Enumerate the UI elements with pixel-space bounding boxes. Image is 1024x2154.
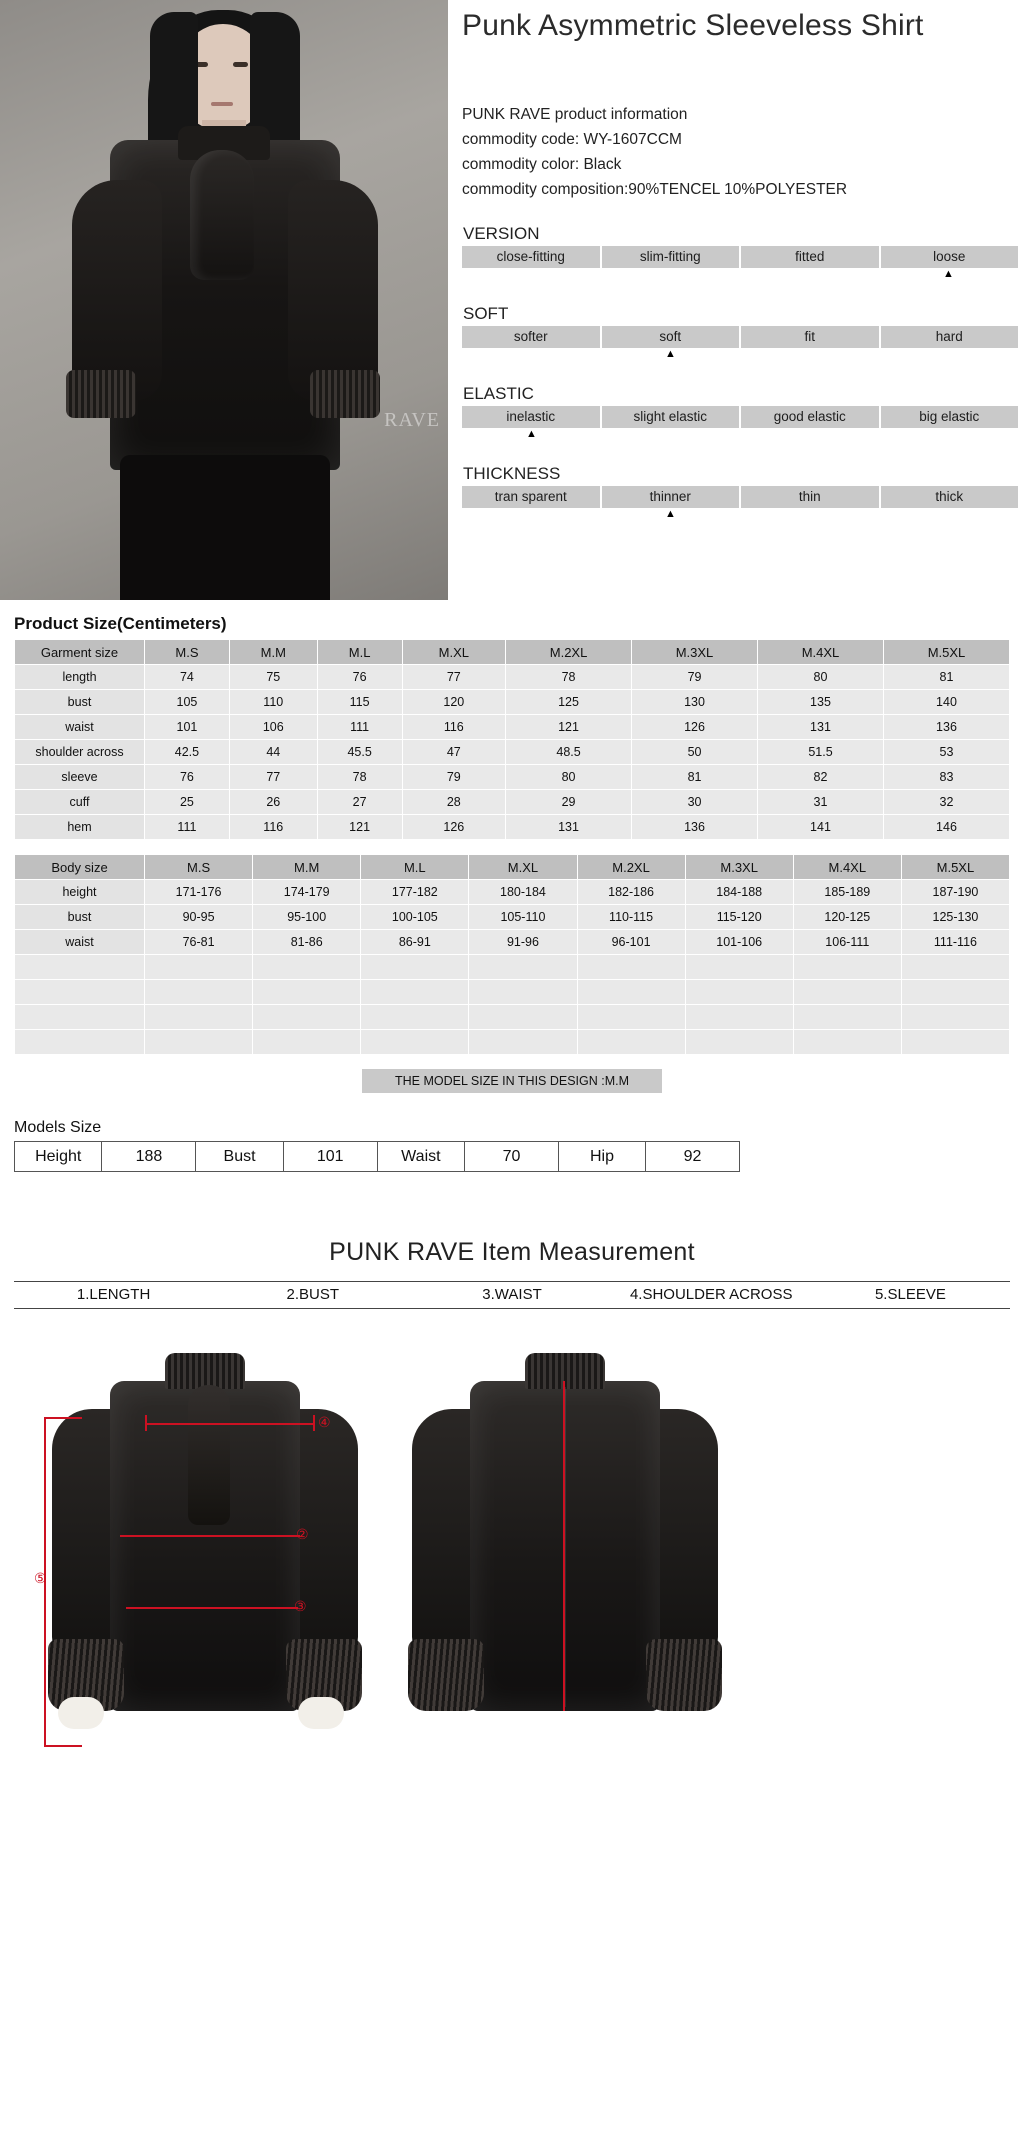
model-mouth [211, 102, 233, 106]
attribute-elastic-label: ELASTIC [463, 384, 534, 403]
body-cell: 106-111 [793, 930, 901, 955]
empty-cell [253, 1005, 361, 1030]
table-row [15, 765, 1010, 790]
garment-cell: 82 [758, 765, 884, 790]
table-row [15, 905, 1010, 930]
attribute-thickness [462, 464, 1018, 522]
shirt-cuff-right [310, 370, 380, 418]
attribute-thickness-option-1[interactable]: thinner [602, 486, 742, 508]
waist-marker-label: ③ [294, 1600, 307, 1615]
empty-cell [577, 980, 685, 1005]
attribute-thickness-selected-marker: ▲ [665, 508, 676, 520]
empty-cell [469, 1005, 577, 1030]
empty-cell [793, 955, 901, 980]
back-collar [525, 1353, 605, 1389]
table-row [15, 690, 1010, 715]
garment-cell: 77 [402, 665, 506, 690]
garment-cell: 47 [402, 740, 506, 765]
body-header-7: M.4XL [793, 855, 901, 880]
product-info-panel [462, 0, 1018, 522]
empty-cell [577, 955, 685, 980]
empty-cell [901, 980, 1009, 1005]
garment-cell: 130 [632, 690, 758, 715]
attribute-soft [462, 304, 1018, 362]
shoulder-measure-line [145, 1423, 315, 1425]
body-cell: 177-182 [361, 880, 469, 905]
body-row-label: bust [15, 905, 145, 930]
models-size-heading: Models Size [14, 1119, 102, 1136]
attribute-elastic-options [462, 406, 1018, 428]
front-ruffle [188, 1385, 230, 1525]
attribute-thickness-label: THICKNESS [463, 464, 561, 483]
empty-cell [361, 1030, 469, 1055]
attribute-version-option-2[interactable]: fitted [741, 246, 881, 268]
garment-header-6: M.3XL [632, 640, 758, 665]
empty-cell [901, 955, 1009, 980]
garment-cell: 45.5 [317, 740, 402, 765]
models-size-table [14, 1141, 740, 1172]
body-cell: 90-95 [145, 905, 253, 930]
shirt-cuff-left [66, 370, 136, 418]
empty-cell [145, 1030, 253, 1055]
measurement-diagram [0, 1319, 1024, 1879]
body-cell: 96-101 [577, 930, 685, 955]
empty-cell [685, 955, 793, 980]
attribute-thickness-option-2[interactable]: thin [741, 486, 881, 508]
length-marker-label: ⑤ [34, 1572, 47, 1587]
empty-cell [469, 980, 577, 1005]
body-cell: 182-186 [577, 880, 685, 905]
shirt-ruffle [190, 150, 254, 280]
garment-cell: 105 [145, 690, 230, 715]
attribute-elastic-option-2[interactable]: good elastic [741, 406, 881, 428]
garment-cell: 30 [632, 790, 758, 815]
attribute-soft-options [462, 326, 1018, 348]
garment-cell: 110 [229, 690, 317, 715]
body-header-3: M.L [361, 855, 469, 880]
garment-cell: 26 [229, 790, 317, 815]
attribute-version-label: VERSION [463, 224, 540, 243]
garment-cell: 126 [402, 815, 506, 840]
attribute-elastic-selected-marker: ▲ [526, 428, 537, 440]
garment-cell: 80 [758, 665, 884, 690]
legend-item-sleeve: 5.SLEEVE [874, 1286, 946, 1303]
table-row [15, 1142, 740, 1172]
models-label-bust: Bust [196, 1142, 283, 1172]
garment-cell: 140 [883, 690, 1009, 715]
garment-cell: 81 [632, 765, 758, 790]
table-row [15, 880, 1010, 905]
body-cell: 185-189 [793, 880, 901, 905]
hero-section [0, 0, 1024, 600]
shoulder-tick-left [145, 1415, 147, 1431]
body-size-table [14, 854, 1010, 1055]
attribute-version-option-1[interactable]: slim-fitting [602, 246, 742, 268]
page-title: Punk Asymmetric Sleeveless Shirt [462, 9, 924, 42]
body-cell: 95-100 [253, 905, 361, 930]
attribute-soft-selected-marker: ▲ [665, 348, 676, 360]
legend-item-length: 1.LENGTH [76, 1286, 151, 1303]
empty-cell [469, 955, 577, 980]
attribute-version-selected-marker: ▲ [943, 268, 954, 280]
marker-slot [462, 268, 601, 282]
product-size-heading-text: Product Size [14, 614, 117, 633]
empty-cell [361, 980, 469, 1005]
table-header-row [15, 855, 1010, 880]
garment-cell: 136 [883, 715, 1009, 740]
garment-cell: 131 [758, 715, 884, 740]
models-label-waist: Waist [377, 1142, 464, 1172]
empty-cell [253, 980, 361, 1005]
garment-cell: 79 [632, 665, 758, 690]
info-line-code: commodity code: WY-1607CCM [462, 131, 682, 148]
garment-cell: 141 [758, 815, 884, 840]
product-size-heading [14, 614, 1024, 634]
garment-cell: 116 [402, 715, 506, 740]
body-header-6: M.3XL [685, 855, 793, 880]
garment-row-label: length [15, 665, 145, 690]
body-cell: 105-110 [469, 905, 577, 930]
garment-cell: 135 [758, 690, 884, 715]
product-info-lines [462, 102, 1018, 202]
body-cell: 110-115 [577, 905, 685, 930]
table-row [15, 740, 1010, 765]
empty-cell [793, 1005, 901, 1030]
attribute-thickness-option-3[interactable]: thick [881, 486, 1019, 508]
attribute-soft-label: SOFT [463, 304, 509, 323]
garment-cell: 77 [229, 765, 317, 790]
garment-cell: 126 [632, 715, 758, 740]
attribute-elastic-option-1[interactable]: slight elastic [602, 406, 742, 428]
garment-row-label: hem [15, 815, 145, 840]
garment-cell: 125 [506, 690, 632, 715]
attribute-version-options [462, 246, 1018, 268]
legend-item-shoulder: 4.SHOULDER ACROSS [629, 1286, 793, 1303]
attribute-soft-option-3[interactable]: hard [881, 326, 1019, 348]
empty-cell [685, 1005, 793, 1030]
garment-cell: 78 [317, 765, 402, 790]
attribute-soft-option-1[interactable]: soft [602, 326, 742, 348]
table-row [15, 815, 1010, 840]
body-row-label: height [15, 880, 145, 905]
shoulder-marker-label: ④ [318, 1416, 331, 1431]
empty-cell [361, 955, 469, 980]
garment-cell: 53 [883, 740, 1009, 765]
garment-header-3: M.L [317, 640, 402, 665]
garment-cell: 78 [506, 665, 632, 690]
garment-cell: 42.5 [145, 740, 230, 765]
attribute-thickness-marker-row [462, 508, 1018, 522]
empty-cell [253, 955, 361, 980]
empty-cell [685, 1030, 793, 1055]
body-cell: 101-106 [685, 930, 793, 955]
body-header-2: M.M [253, 855, 361, 880]
marker-slot [601, 268, 740, 282]
garment-cell: 121 [506, 715, 632, 740]
brand-watermark: RAVE [384, 409, 440, 431]
shirt-front-illustration [40, 1339, 370, 1769]
garment-cell: 79 [402, 765, 506, 790]
body-cell: 125-130 [901, 905, 1009, 930]
attribute-thickness-option-0[interactable]: tran sparent [462, 486, 602, 508]
empty-cell [15, 980, 145, 1005]
body-cell: 91-96 [469, 930, 577, 955]
garment-cell: 29 [506, 790, 632, 815]
garment-cell: 81 [883, 665, 1009, 690]
product-size-unit: (Centimeters) [116, 614, 227, 633]
garment-cell: 76 [145, 765, 230, 790]
models-value-waist: 70 [465, 1142, 559, 1172]
front-hand-right [298, 1697, 344, 1729]
body-cell: 171-176 [145, 880, 253, 905]
garment-header-8: M.5XL [883, 640, 1009, 665]
garment-cell: 120 [402, 690, 506, 715]
garment-cell: 136 [632, 815, 758, 840]
info-line-brand: PUNK RAVE product information [462, 106, 688, 123]
empty-cell [145, 955, 253, 980]
garment-header-2: M.M [229, 640, 317, 665]
garment-cell: 28 [402, 790, 506, 815]
garment-header-5: M.2XL [506, 640, 632, 665]
garment-cell: 74 [145, 665, 230, 690]
attribute-soft-option-2[interactable]: fit [741, 326, 881, 348]
garment-row-label: shoulder across [15, 740, 145, 765]
empty-cell [469, 1030, 577, 1055]
marker-slot [462, 508, 601, 522]
waist-measure-line [126, 1607, 298, 1609]
body-cell: 111-116 [901, 930, 1009, 955]
attribute-version-option-3[interactable]: loose [881, 246, 1019, 268]
empty-cell [577, 1030, 685, 1055]
shoulder-tick-right [313, 1415, 315, 1431]
garment-header-7: M.4XL [758, 640, 884, 665]
table-row-empty [15, 1030, 1010, 1055]
body-cell: 100-105 [361, 905, 469, 930]
garment-cell: 116 [229, 815, 317, 840]
table-row [15, 930, 1010, 955]
models-value-height: 188 [102, 1142, 196, 1172]
table-row-empty [15, 980, 1010, 1005]
empty-cell [793, 1030, 901, 1055]
empty-cell [577, 1005, 685, 1030]
product-photo [0, 0, 448, 600]
front-hand-left [58, 1697, 104, 1729]
body-cell: 81-86 [253, 930, 361, 955]
empty-cell [253, 1030, 361, 1055]
garment-row-label: waist [15, 715, 145, 740]
model-pants [120, 455, 330, 600]
empty-cell [901, 1030, 1009, 1055]
marker-slot [462, 348, 601, 362]
garment-cell: 111 [145, 815, 230, 840]
legend-item-bust: 2.BUST [286, 1286, 340, 1303]
table-row-empty [15, 1005, 1010, 1030]
back-cuff-right [646, 1639, 722, 1711]
empty-cell [15, 1005, 145, 1030]
garment-cell: 51.5 [758, 740, 884, 765]
marker-slot [740, 268, 879, 282]
garment-cell: 146 [883, 815, 1009, 840]
bust-marker-label: ② [296, 1528, 309, 1543]
garment-row-label: sleeve [15, 765, 145, 790]
shirt-sleeve-left [72, 180, 162, 400]
garment-cell: 76 [317, 665, 402, 690]
garment-header-0: Garment size [15, 640, 145, 665]
table-row [15, 715, 1010, 740]
garment-cell: 48.5 [506, 740, 632, 765]
body-cell: 184-188 [685, 880, 793, 905]
info-line-composition: commodity composition:90%TENCEL 10%POLYESTER [462, 181, 848, 198]
garment-header-4: M.XL [402, 640, 506, 665]
empty-cell [15, 1030, 145, 1055]
empty-cell [145, 980, 253, 1005]
garment-cell: 111 [317, 715, 402, 740]
body-cell: 115-120 [685, 905, 793, 930]
empty-cell [145, 1005, 253, 1030]
length-tick-bottom [44, 1745, 82, 1747]
marker-slot [740, 508, 879, 522]
attribute-elastic [462, 384, 1018, 442]
info-line-color: commodity color: Black [462, 156, 622, 173]
models-label-hip: Hip [558, 1142, 645, 1172]
garment-cell: 80 [506, 765, 632, 790]
marker-slot [601, 428, 740, 442]
garment-cell: 101 [145, 715, 230, 740]
bust-measure-line [120, 1535, 300, 1537]
garment-cell: 83 [883, 765, 1009, 790]
garment-cell: 75 [229, 665, 317, 690]
empty-cell [15, 955, 145, 980]
body-cell: 187-190 [901, 880, 1009, 905]
body-header-4: M.XL [469, 855, 577, 880]
attribute-thickness-options [462, 486, 1018, 508]
garment-cell: 121 [317, 815, 402, 840]
back-length-line [563, 1381, 565, 1711]
garment-cell: 44 [229, 740, 317, 765]
attribute-version-marker-row [462, 268, 1018, 282]
empty-cell [361, 1005, 469, 1030]
marker-slot [879, 508, 1018, 522]
attribute-soft-marker-row [462, 348, 1018, 362]
table-row [15, 665, 1010, 690]
model-size-note: THE MODEL SIZE IN THIS DESIGN :M.M [362, 1069, 662, 1093]
garment-cell: 115 [317, 690, 402, 715]
empty-cell [793, 980, 901, 1005]
garment-header-1: M.S [145, 640, 230, 665]
shirt-back-illustration [400, 1339, 730, 1769]
front-collar [165, 1353, 245, 1389]
back-cuff-left [408, 1639, 484, 1711]
garment-cell: 106 [229, 715, 317, 740]
model-eye-right [233, 62, 248, 67]
table-row [15, 790, 1010, 815]
body-row-label: waist [15, 930, 145, 955]
models-value-bust: 101 [283, 1142, 377, 1172]
marker-slot [740, 348, 879, 362]
legend-item-waist: 3.WAIST [482, 1286, 542, 1303]
measurement-title: PUNK RAVE Item Measurement [329, 1238, 695, 1266]
garment-cell: 50 [632, 740, 758, 765]
empty-cell [901, 1005, 1009, 1030]
marker-slot [740, 428, 879, 442]
body-header-1: M.S [145, 855, 253, 880]
body-header-8: M.5XL [901, 855, 1009, 880]
marker-slot [879, 348, 1018, 362]
body-cell: 86-91 [361, 930, 469, 955]
body-cell: 120-125 [793, 905, 901, 930]
body-header-5: M.2XL [577, 855, 685, 880]
models-label-height: Height [15, 1142, 102, 1172]
attribute-soft-option-0[interactable]: softer [462, 326, 602, 348]
garment-cell: 25 [145, 790, 230, 815]
shirt-sleeve-right [288, 180, 378, 400]
body-cell: 180-184 [469, 880, 577, 905]
table-header-row [15, 640, 1010, 665]
attribute-version-option-0[interactable]: close-fitting [462, 246, 602, 268]
measurement-legend [14, 1281, 1010, 1309]
garment-row-label: bust [15, 690, 145, 715]
attribute-elastic-option-3[interactable]: big elastic [881, 406, 1019, 428]
garment-size-table [14, 639, 1010, 840]
table-row-empty [15, 955, 1010, 980]
body-cell: 76-81 [145, 930, 253, 955]
empty-cell [685, 980, 793, 1005]
garment-cell: 27 [317, 790, 402, 815]
body-cell: 174-179 [253, 880, 361, 905]
length-tick-top [44, 1417, 82, 1419]
garment-row-label: cuff [15, 790, 145, 815]
attribute-elastic-marker-row [462, 428, 1018, 442]
garment-cell: 131 [506, 815, 632, 840]
attribute-version [462, 224, 1018, 282]
models-value-hip: 92 [646, 1142, 740, 1172]
garment-cell: 31 [758, 790, 884, 815]
marker-slot [879, 428, 1018, 442]
body-header-0: Body size [15, 855, 145, 880]
attribute-elastic-option-0[interactable]: inelastic [462, 406, 602, 428]
garment-cell: 32 [883, 790, 1009, 815]
